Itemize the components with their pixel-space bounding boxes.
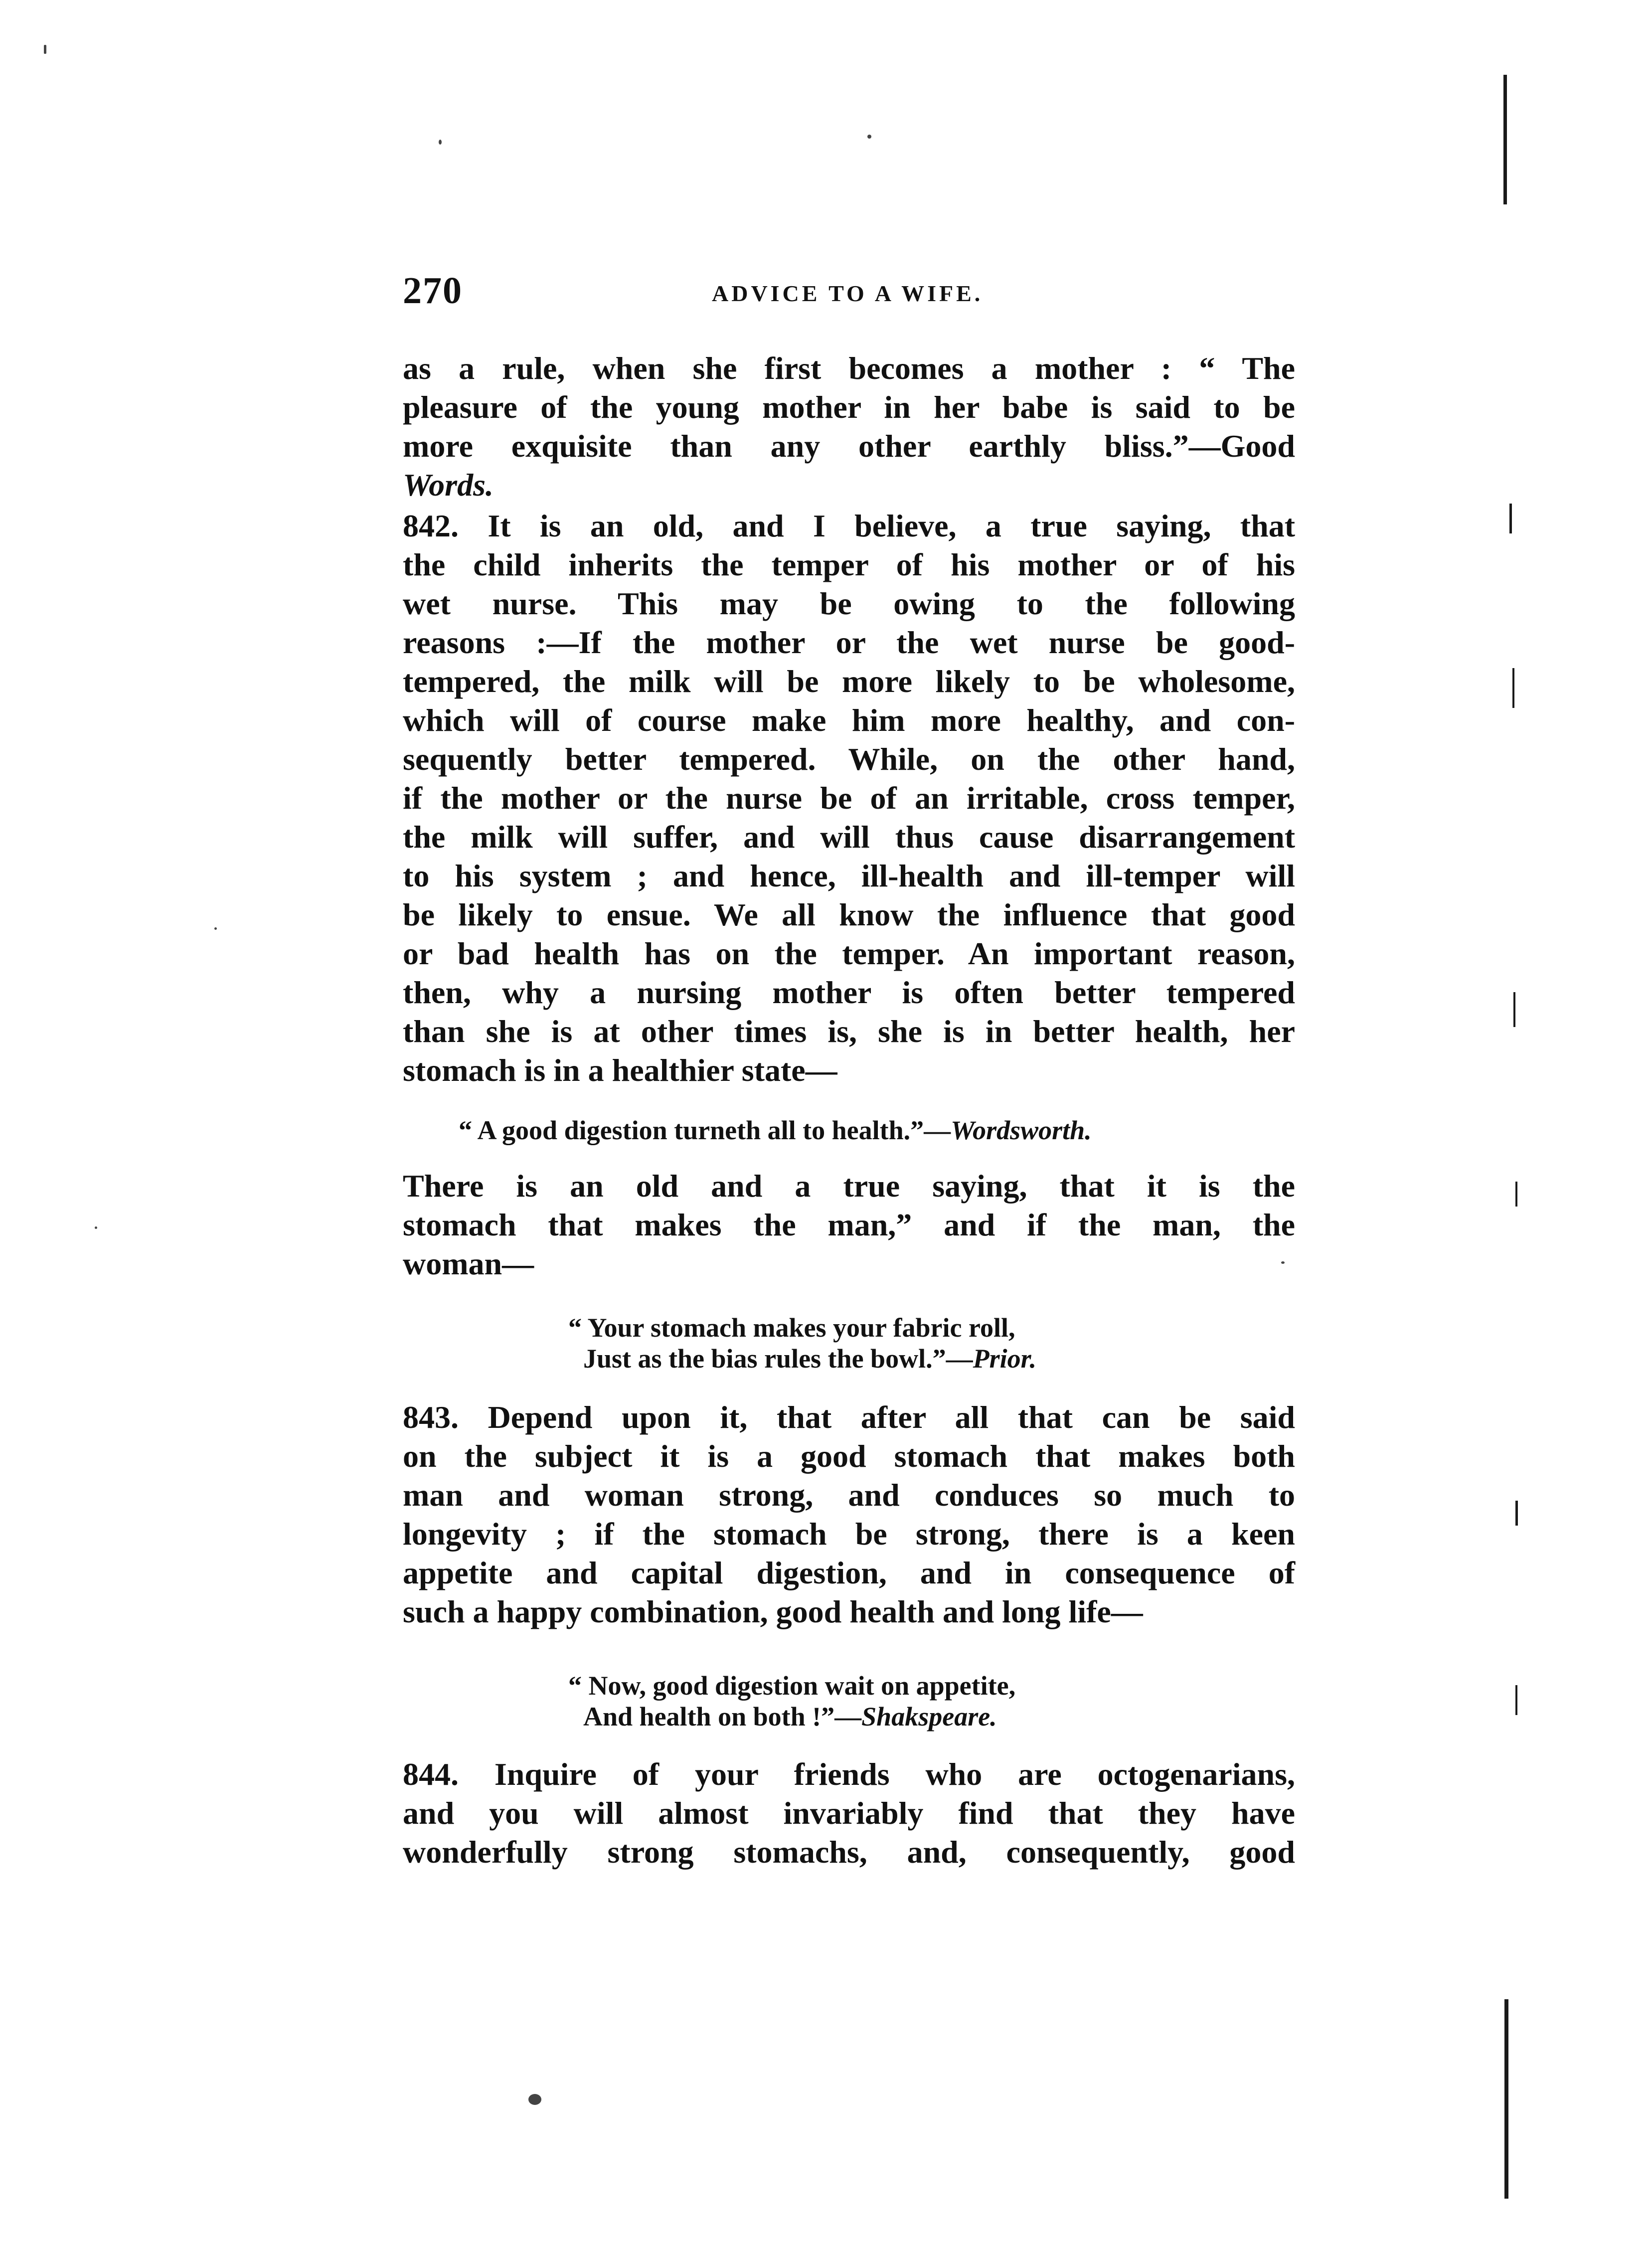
quote-attribution: Shakspeare.	[861, 1702, 997, 1732]
text-line: which will of course make him more healthy, and con-	[403, 702, 1295, 738]
quote-wordsworth	[459, 1115, 1092, 1146]
text-line: stomach is in a healthier state—	[403, 1052, 837, 1088]
text-line: to his system ; and hence, ill-health and ill-temper will	[403, 858, 1295, 893]
quote-text: “ A good digestion turneth all to health.”—	[459, 1115, 951, 1145]
text-line: be likely to ensue. We all know the influence that good	[403, 897, 1295, 932]
text-line: woman—	[403, 1246, 534, 1281]
scan-speck	[214, 927, 217, 930]
scan-speck	[44, 45, 46, 54]
text-line: than she is at other times is, she is in better health, her	[403, 1014, 1295, 1049]
text-line: on the subject it is a good stomach that makes both	[403, 1438, 1295, 1474]
quote-attribution: Prior.	[973, 1344, 1037, 1374]
scan-speck	[528, 2094, 541, 2105]
text-line: as a rule, when she first becomes a mother : “ The	[403, 350, 1295, 386]
text-line: tempered, the milk will be more likely to be wholesome,	[403, 664, 1295, 699]
scan-edge-mark-6	[1515, 1685, 1517, 1715]
text-line: stomach that makes the man,” and if the man, the	[403, 1207, 1295, 1242]
scan-edge-mark-5	[1515, 1501, 1518, 1526]
scan-edge-mark-1	[1509, 504, 1512, 533]
text-line: then, why a nursing mother is often better tempered	[403, 975, 1295, 1010]
text-line: wet nurse. This may be owing to the following	[403, 586, 1295, 621]
text-line: if the mother or the nurse be of an irritable, cross temper,	[403, 780, 1295, 816]
scan-speck	[95, 1226, 97, 1229]
text-line: There is an old and a true saying, that it is the	[403, 1168, 1295, 1204]
text-line: reasons :—If the mother or the wet nurse be good-	[403, 625, 1295, 660]
paragraph-stomach-saying	[403, 1167, 1295, 1283]
text-line: man and woman strong, and conduces so much to	[403, 1477, 1295, 1513]
text-line: the child inherits the temper of his mother or of his	[403, 547, 1295, 582]
text-line: appetite and capital digestion, and in consequence of	[403, 1555, 1295, 1590]
quote-prior	[568, 1312, 1036, 1374]
text-line: 843. Depend upon it, that after all that can be said	[403, 1399, 1295, 1435]
text-line: wonderfully strong stomachs, and, consequently, good	[403, 1834, 1295, 1870]
paragraph-continued	[403, 349, 1295, 505]
text-line: 842. It is an old, and I believe, a true saying, that	[403, 508, 1295, 543]
paragraph-843	[403, 1398, 1295, 1631]
text-line: the milk will suffer, and will thus cause disarrangement	[403, 819, 1295, 855]
text-line: longevity ; if the stomach be strong, there is a keen	[403, 1516, 1295, 1552]
paragraph-842	[403, 507, 1295, 1090]
scan-edge-line-top	[1503, 75, 1507, 204]
page-header	[403, 269, 1295, 314]
paragraph-844	[403, 1755, 1295, 1872]
scan-edge-mark-2	[1512, 668, 1514, 708]
scan-edge-line-bottom	[1504, 1999, 1508, 2199]
text-line: and you will almost invariably find that they have	[403, 1795, 1295, 1831]
scan-edge-mark-3	[1513, 992, 1515, 1027]
text-line: 844. Inquire of your friends who are octogenarians,	[403, 1756, 1295, 1792]
quote-line: “ Now, good digestion wait on appetite,	[568, 1671, 1016, 1701]
running-head: ADVICE TO A WIFE.	[712, 281, 984, 306]
text-line: sequently better tempered. While, on the other hand,	[403, 741, 1295, 777]
text-line: more exquisite than any other earthly bliss.”—Good	[403, 428, 1295, 464]
scan-speck	[867, 135, 871, 139]
text-line: pleasure of the young mother in her babe is said to be	[403, 389, 1295, 425]
text-line: or bad health has on the temper. An important reason,	[403, 936, 1295, 971]
quote-line: “ Your stomach makes your fabric roll,	[568, 1313, 1015, 1343]
text-line: such a happy combination, good health and long life—	[403, 1594, 1143, 1629]
quote-line: Just as the bias rules the bowl.”—	[583, 1344, 973, 1374]
quote-line: And health on both !”—	[583, 1702, 862, 1732]
quote-shakspeare	[568, 1670, 1015, 1732]
quote-attribution: Wordsworth.	[951, 1115, 1092, 1145]
scan-edge-mark-4	[1515, 1182, 1517, 1207]
scan-speck	[439, 140, 442, 145]
text-line: Words.	[403, 467, 494, 503]
page-number: 270	[403, 270, 463, 312]
